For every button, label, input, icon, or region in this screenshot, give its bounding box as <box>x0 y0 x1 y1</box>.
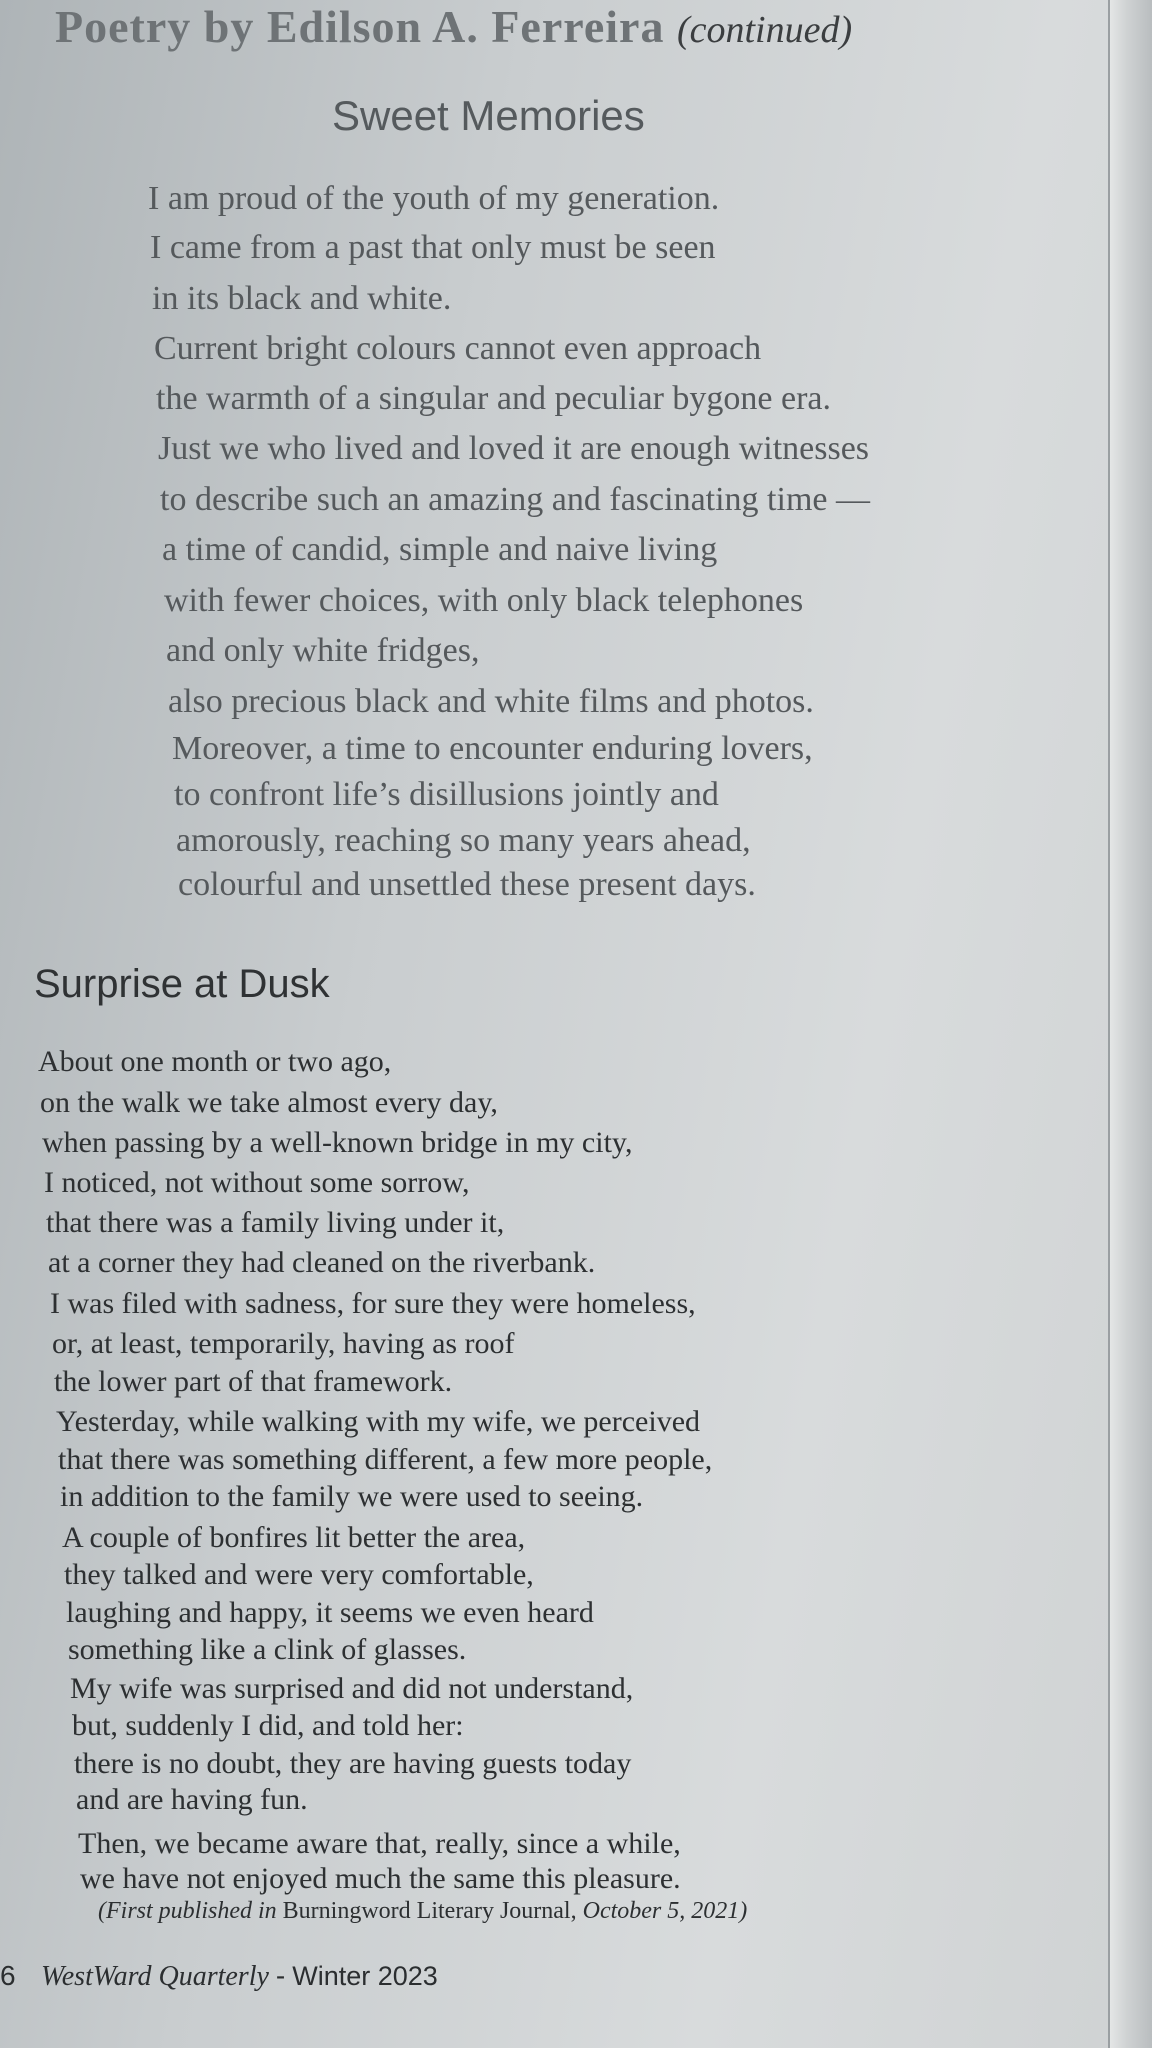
poem-line: to confront life’s disillusions jointly and <box>174 776 719 813</box>
page-number: 6 <box>0 1960 16 1991</box>
poem-line: in addition to the family we were used to seeing. <box>60 1480 644 1513</box>
poem-line: something like a clink of glasses. <box>68 1633 467 1666</box>
poem-line: on the walk we take almost every day, <box>40 1086 498 1119</box>
poem-line: that there was a family living under it, <box>46 1206 505 1239</box>
poem-line: Just we who lived and loved it are enough witnesses <box>158 430 870 467</box>
credit-journal: Burningword Literary Journal, <box>282 1898 577 1924</box>
footer-separator: - <box>275 1960 286 1991</box>
poem-line: a time of candid, simple and naive living <box>162 531 718 568</box>
poem-line: I am proud of the youth of my generation. <box>148 180 720 217</box>
poem-line: laughing and happy, it seems we even heard <box>66 1596 594 1629</box>
poem-line: that there was something different, a few more people, <box>58 1443 713 1476</box>
credit-date: October 5, 2021) <box>582 1898 748 1924</box>
poem-line: the lower part of that framework. <box>54 1365 453 1398</box>
header-title: Poetry by Edilson A. Ferreira <box>55 1 665 52</box>
adjacent-page-edge <box>1108 0 1152 2048</box>
poem-line: with fewer choices, with only black telephones <box>164 582 804 619</box>
poem-line: to describe such an amazing and fascinating time — <box>160 481 870 518</box>
poem-line: at a corner they had cleaned on the riverbank. <box>48 1246 596 1279</box>
magazine-name: WestWard Quarterly <box>41 1961 269 1992</box>
credit-prefix: (First published in <box>98 1898 277 1924</box>
poem-line: My wife was surprised and did not understand, <box>70 1672 634 1705</box>
poem-line: Then, we became aware that, really, since a while, <box>78 1827 681 1860</box>
poem-line: when passing by a well-known bridge in my city, <box>42 1126 633 1159</box>
poem-line: and are having fun. <box>76 1783 308 1816</box>
header-continued: (continued) <box>676 9 853 51</box>
poem-line: amorously, reaching so many years ahead, <box>176 822 751 859</box>
poem-line: they talked and were very comfortable, <box>64 1558 534 1591</box>
poem-title-surprise-at-dusk: Surprise at Dusk <box>34 962 330 1006</box>
poem-line: Current bright colours cannot even approach <box>154 330 762 367</box>
poem-line: A couple of bonfires lit better the area, <box>62 1521 526 1554</box>
poem-line: I was filed with sadness, for sure they were homeless, <box>50 1287 696 1320</box>
poem-line: we have not enjoyed much the same this pleasure. <box>80 1862 681 1895</box>
poem-line: Moreover, a time to encounter enduring lovers, <box>172 730 813 767</box>
poem-line: About one month or two ago, <box>38 1045 392 1078</box>
poem-line: I came from a past that only must be seen <box>150 229 716 266</box>
poem-line: in its black and white. <box>152 280 452 317</box>
poem-line: but, suddenly I did, and told her: <box>72 1709 464 1742</box>
page-header <box>55 0 852 53</box>
poem-line: or, at least, temporarily, having as roof <box>52 1327 515 1360</box>
publication-credit <box>98 1898 747 1925</box>
page-footer <box>0 1960 438 1993</box>
poem-line: the warmth of a singular and peculiar bygone era. <box>156 380 832 417</box>
poem-line: and only white fridges, <box>166 632 480 669</box>
poem-title-sweet-memories: Sweet Memories <box>332 92 645 139</box>
poem-line: also precious black and white films and photos. <box>168 683 814 720</box>
issue-label: Winter 2023 <box>292 1961 438 1991</box>
poem-line: I noticed, not without some sorrow, <box>44 1166 470 1199</box>
poem-line: colourful and unsettled these present days. <box>178 866 756 903</box>
poem-line: Yesterday, while walking with my wife, we perceived <box>56 1405 701 1438</box>
poem-line: there is no doubt, they are having guests today <box>74 1747 632 1780</box>
